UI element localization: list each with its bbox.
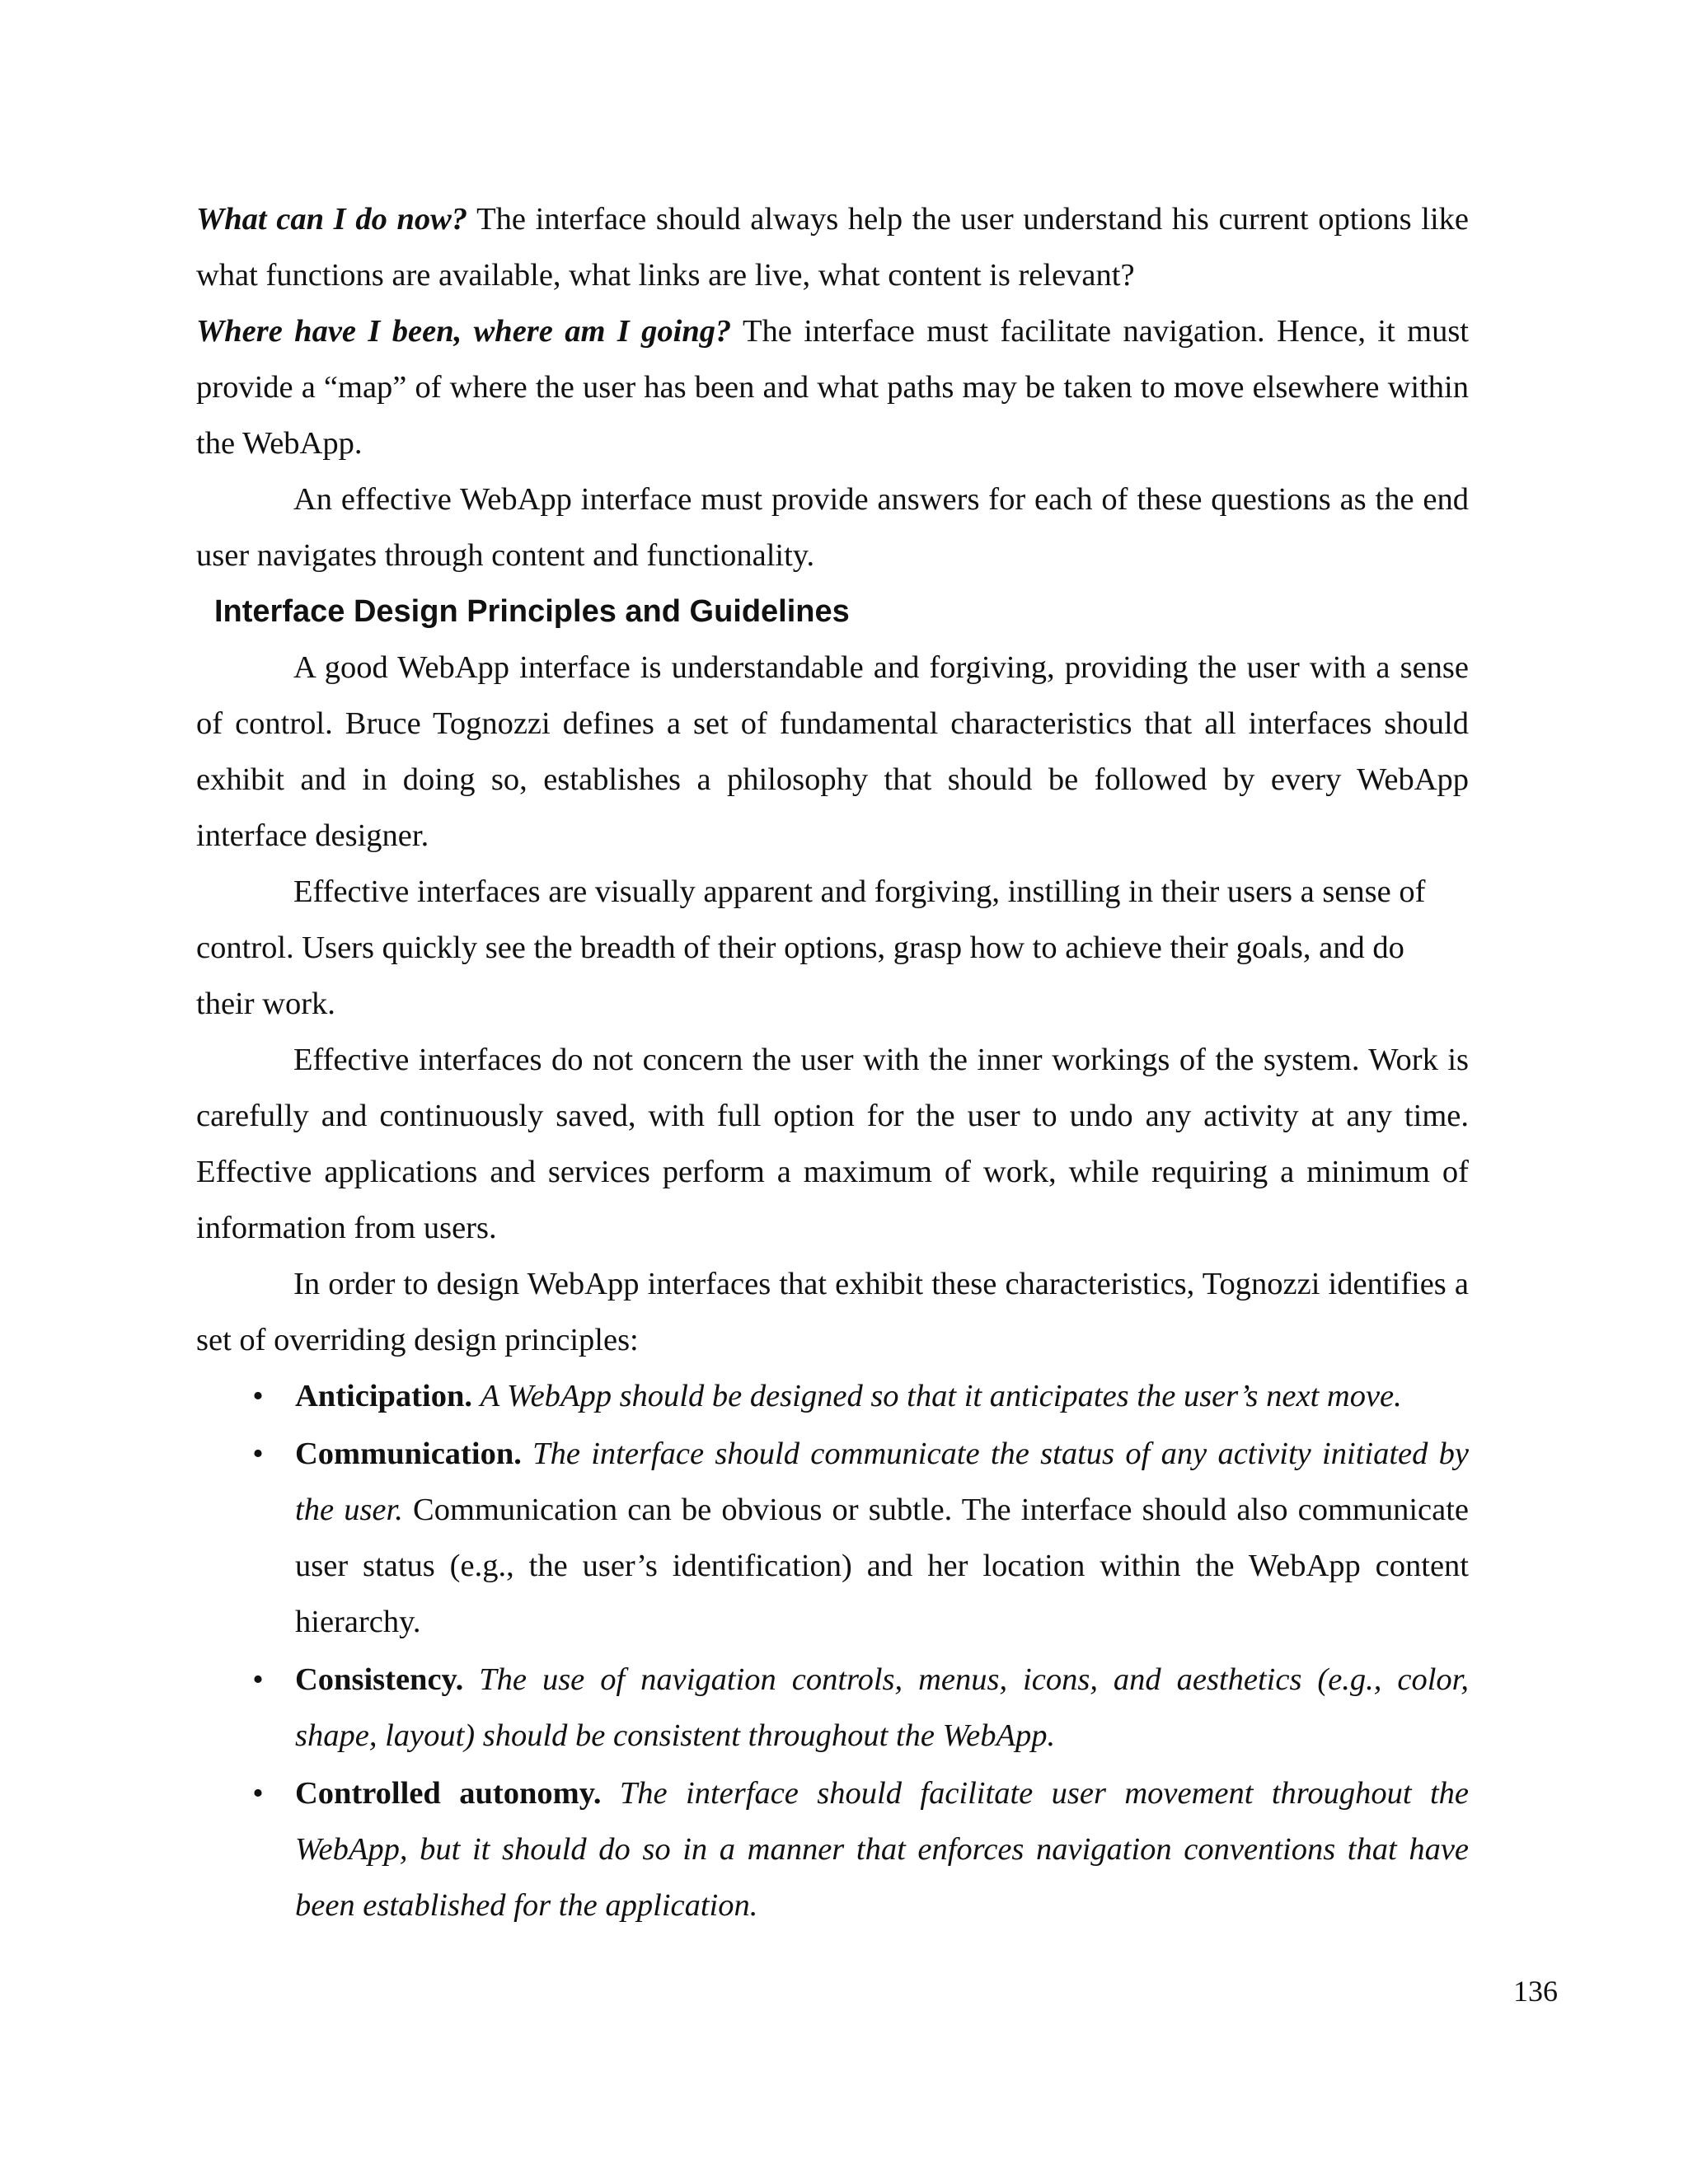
principle-description: A WebApp should be designed so that it anticipates the user’s next move. <box>480 1379 1402 1413</box>
principle-description: The interface should communicate the status of any activity initiated by the user. <box>295 1436 1469 1527</box>
question-text: The interface should always help the user understand his current options like what functions are available, what links are live, what content is relevant? <box>196 202 1469 293</box>
page-body <box>196 191 1469 1935</box>
question-where-have-i-been <box>196 303 1469 471</box>
bullet-icon: • <box>252 1436 264 1471</box>
question-text: The interface must facilitate navigation. Hence, it must provide a “map” of where the user has been and what paths may be taken to move elsewhere within the WebApp. <box>196 314 1469 461</box>
principle-description: The interface should facilitate user movement throughout the WebApp, but it should do so in a manner that enforces navigation conventions that have been established for the application. <box>295 1776 1469 1923</box>
bullet-icon: • <box>252 1379 264 1413</box>
paragraph-visually-apparent: Effective interfaces are visually apparent and forgiving, instilling in their users a sense of control. Users quickly see the breadth of their options, grasp how to achieve their goals, and do their work. <box>196 874 1426 1021</box>
bullet-icon: • <box>252 1662 264 1697</box>
principle-extra: Communication can be obvious or subtle. The interface should also communicate user status (e.g., the user’s identification) and her location within the WebApp content hierarchy. <box>295 1493 1470 1639</box>
list-item-anticipation <box>196 1368 1469 1424</box>
question-what-can-i-do <box>196 191 1469 303</box>
page-number: 136 <box>1513 1975 1558 2008</box>
paragraph-inner-workings: Effective interfaces do not concern the user with the inner workings of the system. Work is carefully and continuously saved, with full option for the user to undo any activity at any time. Effective applications and services perform a maximum of work, while requiring a minimum of information from users. <box>196 1043 1469 1245</box>
list-item-communication <box>196 1426 1469 1650</box>
question-lead: What can I do now? <box>196 202 468 237</box>
list-item-controlled-autonomy <box>196 1765 1469 1933</box>
principles-list <box>196 1368 1469 1933</box>
paragraph-design-principles-intro: In order to design WebApp interfaces that exhibit these characteristics, Tognozzi identifies a set of overriding design principles: <box>196 1267 1469 1357</box>
bullet-icon: • <box>252 1776 264 1811</box>
paragraph-good-interface: A good WebApp interface is understandable and forgiving, providing the user with a sense of control. Bruce Tognozzi defines a set of fundamental characteristics that all interfaces should exhibit and in doing so, establishes a philosophy that should be followed by every WebApp interface designer. <box>196 650 1469 853</box>
paragraph-effective-interface: An effective WebApp interface must provide answers for each of these questions as the end user navigates through content and functionality. <box>196 482 1469 573</box>
list-item-consistency <box>196 1652 1469 1764</box>
principle-description: The use of navigation controls, menus, icons, and aesthetics (e.g., color, shape, layout) should be consistent throughout the WebApp. <box>295 1662 1469 1753</box>
principle-term: Communication. <box>295 1436 522 1471</box>
principle-term: Controlled autonomy. <box>295 1776 602 1811</box>
principle-term: Consistency. <box>295 1662 464 1697</box>
principle-term: Anticipation. <box>295 1379 472 1413</box>
question-lead: Where have I been, where am I going? <box>196 314 732 349</box>
section-heading: Interface Design Principles and Guidelines <box>214 594 850 629</box>
